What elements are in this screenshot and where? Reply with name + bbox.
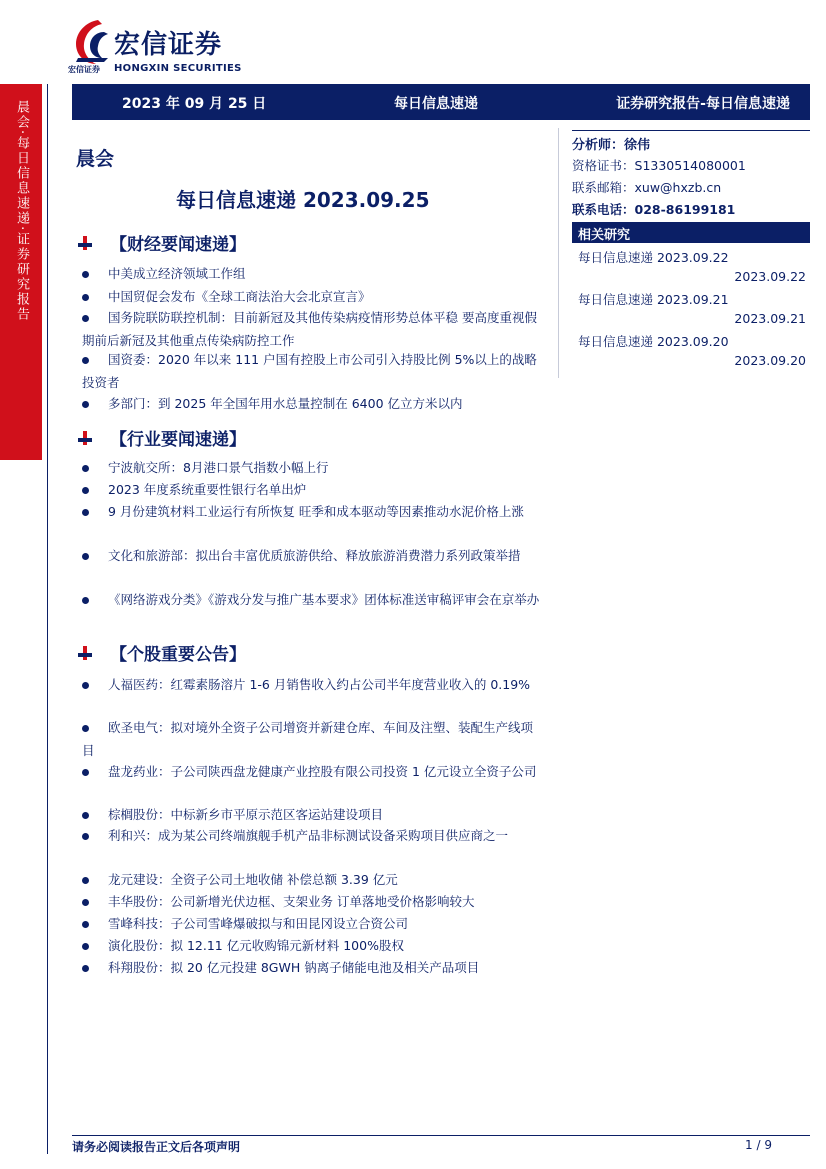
page-number: 1 / 9	[745, 1138, 772, 1152]
bullet-icon	[82, 597, 89, 604]
bullet-icon	[82, 725, 89, 732]
report-date: 2023 年 09 月 25 日	[122, 96, 267, 112]
company-logo	[68, 18, 248, 76]
analyst-phone-row	[572, 200, 810, 218]
list-item: 盘龙药业：子公司陕西盘龙健康产业控股有限公司投资 1 亿元设立全资子公司	[82, 760, 542, 783]
bullet-icon	[82, 401, 89, 408]
section-title: 【财经要闻速递】	[110, 235, 246, 255]
bullet-icon	[82, 899, 89, 906]
analyst-label: 分析师：	[572, 138, 625, 153]
list-item: 多部门：到 2025 年全国年用水总量控制在 6400 亿立方米以内	[82, 392, 542, 415]
list-item: 文化和旅游部：拟出台丰富优质旅游供给、释放旅游消费潜力系列政策举措	[82, 544, 542, 567]
analyst-name: 徐伟	[624, 138, 651, 153]
related-item[interactable]	[578, 290, 806, 326]
analyst-name-row	[572, 134, 810, 153]
list-item: 中美成立经济领域工作组	[82, 262, 542, 285]
analyst-email-row	[572, 178, 810, 196]
phone-number: 028-86199181	[634, 202, 736, 217]
page-title: 每日信息速递 2023.09.25	[176, 188, 430, 212]
bullet-icon	[82, 965, 89, 972]
bullet-icon	[82, 943, 89, 950]
list-item: 龙元建设：全资子公司土地收储 补偿总额 3.39 亿元	[82, 868, 542, 891]
related-item-date: 2023.09.20	[734, 353, 806, 368]
footer-divider	[72, 1135, 810, 1136]
list-item: 9 月份建筑材料工业运行有所恢复 旺季和成本驱动等因素推动水泥价格上涨	[82, 500, 542, 523]
related-item[interactable]	[578, 248, 806, 284]
section-title: 【行业要闻速递】	[110, 430, 246, 450]
list-item: 《网络游戏分类》《游戏分发与推广基本要求》团体标准送审稿评审会在京举办	[82, 588, 542, 611]
analyst-cert-row	[572, 156, 810, 174]
list-item: 棕榈股份：中标新乡市平原示范区客运站建设项目	[82, 803, 542, 826]
section-marker-icon	[78, 431, 92, 445]
hongxin-logo-icon	[68, 18, 116, 68]
related-item-title: 每日信息速递 2023.09.22	[578, 250, 729, 265]
section-marker-icon	[78, 236, 92, 250]
bullet-icon	[82, 271, 89, 278]
cert-number: S1330514080001	[634, 158, 746, 173]
bullet-icon	[82, 509, 89, 516]
report-tag: 晨会	[76, 148, 115, 170]
list-item: 演化股份：拟 12.11 亿元收购锦元新材料 100%股权	[82, 934, 542, 957]
logo-small-name: 宏信证券	[68, 65, 100, 74]
email-label: 联系邮箱：	[572, 180, 635, 195]
email-link[interactable]: xuw@hxzb.cn	[634, 180, 722, 195]
list-item: 国资委：2020 年以来 111 户国有控股上市公司引入持股比例 5%以上的战略投资者	[82, 352, 537, 390]
related-research-header: 相关研究	[572, 222, 810, 243]
logo-chinese-name: 宏信证券	[114, 30, 223, 60]
report-category: 证券研究报告-每日信息速递	[616, 96, 790, 112]
list-item: 宁波航交所：8月港口景气指数小幅上行	[82, 456, 542, 479]
list-item: 欧圣电气：拟对境外全资子公司增资并新建仓库、车间及注塑、装配生产线项目	[82, 720, 534, 758]
section-marker-icon	[78, 646, 92, 660]
analyst-top-rule	[572, 130, 810, 131]
section-title: 【个股重要公告】	[110, 645, 246, 665]
related-item-title: 每日信息速递 2023.09.20	[578, 334, 729, 349]
list-item: 科翔股份：拟 20 亿元投建 8GWH 钠离子储能电池及相关产品项目	[82, 956, 542, 979]
left-divider	[47, 84, 48, 1154]
right-column-divider	[558, 128, 559, 378]
list-item: 利和兴：成为某公司终端旗舰手机产品非标测试设备采购项目供应商之一	[82, 824, 542, 847]
bullet-icon	[82, 487, 89, 494]
bullet-icon	[82, 553, 89, 560]
list-item: 中国贸促会发布《全球工商法治大会北京宣言》	[82, 285, 542, 308]
list-item: 国务院联防联控机制：目前新冠及其他传染病疫情形势总体平稳 要高度重视假期前后新冠及其他重点传染病防控工作	[82, 310, 537, 348]
bullet-icon	[82, 877, 89, 884]
list-item: 雪峰科技：子公司雪峰爆破拟与和田昆冈设立合资公司	[82, 912, 542, 935]
list-item: 人福医药：红霉素肠溶片 1-6 月销售收入约占公司半年度营业收入的 0.19%	[82, 673, 542, 696]
related-item-date: 2023.09.22	[734, 269, 806, 284]
bullet-icon	[82, 294, 89, 301]
side-band	[0, 84, 42, 460]
footer-disclaimer: 请务必阅读报告正文后各项声明	[72, 1140, 241, 1154]
logo-english-name: HONGXIN SECURITIES	[114, 63, 242, 74]
bullet-icon	[82, 465, 89, 472]
bullet-icon	[82, 921, 89, 928]
report-type: 每日信息速递	[394, 96, 478, 112]
cert-label: 资格证书：	[572, 158, 635, 173]
related-item-title: 每日信息速递 2023.09.21	[578, 292, 729, 307]
related-item-date: 2023.09.21	[734, 311, 806, 326]
bullet-icon	[82, 682, 89, 689]
list-item: 2023 年度系统重要性银行名单出炉	[82, 478, 542, 501]
bullet-icon	[82, 769, 89, 776]
side-band-text: 晨会·每日信息速递·证券研究报告	[14, 100, 29, 323]
bullet-icon	[82, 357, 89, 364]
bullet-icon	[82, 833, 89, 840]
phone-label: 联系电话：	[572, 202, 635, 217]
list-item: 丰华股份：公司新增光伏边框、支架业务 订单落地受价格影响较大	[82, 890, 542, 913]
report-header-bar	[72, 84, 810, 120]
related-item[interactable]	[578, 332, 806, 368]
bullet-icon	[82, 315, 89, 322]
bullet-icon	[82, 812, 89, 819]
